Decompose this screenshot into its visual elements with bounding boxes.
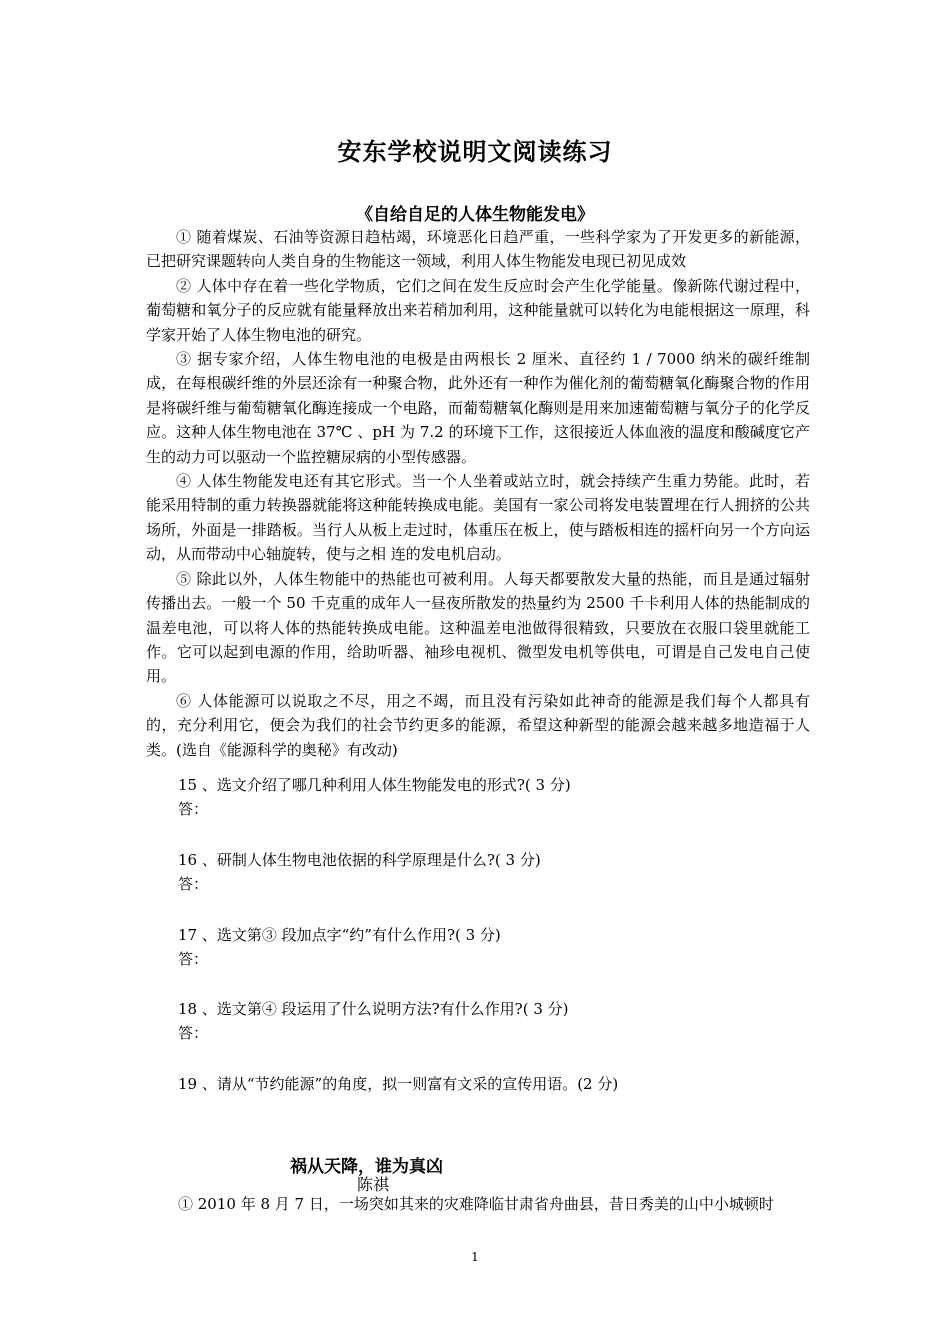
article-body [146,225,810,762]
article2-title: 祸从天降，谁为真凶 [290,1157,443,1177]
paragraph-6: ⑥ 人体能源可以说取之不尽，用之不竭，而且没有污染如此神奇的能源是我们每个人都具有的，充分利用它，便会为我们的社会节约更多的能源，希望这种新型的能源会越来越多地造福于人类。(选自《能源科学的奥秘》有改动) [146,691,810,759]
paragraph-5: ⑤ 除此以外，人体生物能中的热能也可被利用。人每天都要散发大量的热能，而且是通过辐射传播出去。一般一个 50 千克重的成年人一昼夜所散发的热量约为 2500 千卡利用人体的热能制成的温差电池，可以将人体的热能转换成电能。这种温差电池做得很精致，只要放在衣服口袋里就能工作。它可以起到电源的作用，给助听器、袖珍电视机、微型发电机等供电，可谓是自己发电自己使用。 [146,569,810,686]
article-title: 《自给自足的人体生物能发电》 [356,205,594,225]
paragraph-4: ④ 人体生物能发电还有其它形式。当一个人坐着或站立时，就会持续产生重力势能。此时，若能采用特制的重力转换器就能将这种能转换成电能。美国有一家公司将发电装置埋在行人拥挤的公共场所，外面是一排踏板。当行人从板上走过时，体重压在板上，使与踏板相连的摇杆向另一个方向运动，从而带动中心轴旋转，使与之相 连的发电机启动。 [146,472,810,564]
paragraph-1: ① 随着煤炭、石油等资源日趋枯竭，环境恶化日趋严重，一些科学家为了开发更多的新能源，已把研究课题转向人类自身的生物能这一领域，利用人体生物能发电现已初见成效 [146,228,810,271]
answer-label-18: 答： [178,1024,209,1042]
answer-label-17: 答： [178,950,209,968]
question-15: 15 、选文介绍了哪几种利用人体生物能发电的形式?( 3 分) [178,776,571,794]
question-17: 17 、选文第③ 段加点字“约”有什么作用?( 3 分) [178,926,501,944]
question-19: 19 、请从“节约能源”的角度，拟一则富有文采的宣传用语。(2 分) [178,1075,619,1093]
question-16: 16 、研制人体生物电池依据的科学原理是什么?( 3 分) [178,851,541,869]
article2-author: 陈祺 [357,1175,390,1194]
page-number: 1 [471,1250,479,1264]
document-title: 安东学校说明文阅读练习 [337,138,613,166]
paragraph-2: ② 人体中存在着一些化学物质，它们之间在发生反应时会产生化学能量。像新陈代谢过程中，葡萄糖和氧分子的反应就有能量释放出来若稍加利用，这种能量就可以转化为电能根据这一原理，科学家开始了人体生物电池的研究。 [146,276,810,344]
paragraph-3: ③ 据专家介绍，人体生物电池的电极是由两根长 2 厘米、直径约 1 / 7000 纳米的碳纤维制成，在每根碳纤维的外层还涂有一种聚合物，此外还有一种作为催化剂的葡萄糖氧化酶聚合物的作用是将碳纤维与葡萄糖氧化酶连接成一个电路，而葡萄糖氧化酶则是用来加速葡萄糖与氧分子的化学反应。这种人体生物电池在 37℃ 、pH 为 7.2 的环境下工作，这很接近人体血液的温度和酸碱度它产生的动力可以驱动一个监控糖尿病的小型传感器。 [146,350,810,466]
answer-label-15: 答： [178,800,209,818]
article2-paragraph-1: ① 2010 年 8 月 7 日，一场突如其来的灾难降临甘肃省舟曲县，昔日秀美的山中小城顿时 [178,1195,774,1213]
question-18: 18 、选文第④ 段运用了什么说明方法?有什么作用?( 3 分) [178,1000,569,1018]
answer-label-16: 答： [178,875,209,893]
